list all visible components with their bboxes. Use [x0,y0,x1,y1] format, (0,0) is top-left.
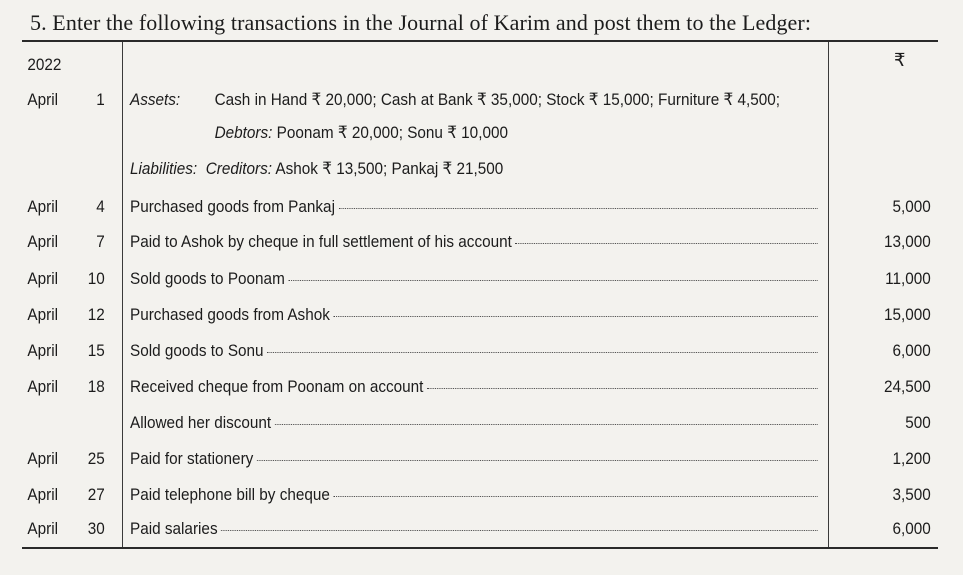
transaction-amount: 5,000 [892,197,931,216]
transaction-description-text: Paid telephone bill by cheque [130,485,330,504]
opening-debtors-row [22,116,938,150]
year-label: 2022 [27,55,62,74]
transaction-amount: 500 [905,413,931,432]
transaction-day: 30 [87,519,105,538]
transaction-row [22,478,938,512]
opening-assets-row [22,83,938,117]
transaction-month: April [27,377,59,396]
dotted-leader [267,351,817,353]
transaction-row [22,190,938,224]
transaction-description-text: Paid for stationery [130,449,254,468]
assets-text: Cash in Hand ₹ 20,000; Cash at Bank ₹ 35,000; Stock ₹ 15,000; Furniture ₹ 4,500; [214,90,781,109]
liabilities-line [130,152,503,186]
transaction-month: April [27,197,59,216]
question-heading: 5. Enter the following transactions in the Journal of Karim and post them to the Ledger: [30,10,812,35]
transaction-description [130,478,817,512]
transaction-day: 27 [87,485,105,504]
transaction-description [130,406,817,440]
transaction-description [130,370,817,404]
transaction-day: 12 [87,305,105,324]
liabilities-label: Liabilities: [130,159,198,178]
dotted-leader [257,459,817,461]
transaction-row [22,225,938,259]
transaction-description-text: Sold goods to Sonu [130,341,264,360]
dotted-leader [221,529,817,531]
transaction-day: 15 [87,341,105,360]
transaction-month: April [27,232,59,251]
transaction-month: April [27,305,59,324]
transaction-description-text: Allowed her discount [130,413,272,432]
transaction-row [22,512,938,546]
transaction-row [22,442,938,476]
opening-day: 1 [96,90,105,109]
transaction-description [130,190,817,224]
creditors-label: Creditors: [205,159,273,178]
debtors-label: Debtors: [214,123,273,142]
dotted-leader [275,423,817,425]
transaction-amount: 3,500 [892,485,931,504]
transaction-description-text: Purchased goods from Pankaj [130,197,335,216]
transaction-amount: 1,200 [892,449,931,468]
transaction-description-text: Purchased goods from Ashok [130,305,330,324]
transaction-description [130,225,817,259]
dotted-leader [515,242,817,244]
transaction-row [22,334,938,368]
transaction-day: 25 [87,449,105,468]
transaction-description [130,298,817,332]
transaction-month: April [27,341,59,360]
opening-month: April [27,90,59,109]
transaction-row [22,406,938,440]
transaction-day: 4 [96,197,105,216]
transaction-description-text: Received cheque from Poonam on account [130,377,424,396]
transaction-amount: 11,000 [885,269,931,288]
debtors-text: Poonam ₹ 20,000; Sonu ₹ 10,000 [276,123,508,142]
transaction-amount: 6,000 [892,341,931,360]
debtors-line [215,116,508,150]
transaction-description [130,512,817,546]
transaction-day: 18 [87,377,105,396]
dotted-leader [333,315,817,317]
dotted-leader [427,387,817,389]
transaction-amount: 13,000 [883,232,931,251]
transaction-description-text: Paid salaries [130,519,218,538]
transaction-amount: 24,500 [883,377,931,396]
assets-label: Assets: [130,90,181,109]
opening-liabilities-row [22,152,938,186]
transaction-month: April [27,449,59,468]
transactions-table [22,40,938,549]
transaction-description-text: Sold goods to Poonam [130,269,285,288]
transaction-row [22,262,938,296]
amount-currency-header: ₹ [894,50,906,70]
transaction-day: 7 [96,232,105,251]
transaction-description [130,334,817,368]
creditors-text: Ashok ₹ 13,500; Pankaj ₹ 21,500 [275,159,504,178]
year-row [22,48,938,82]
transaction-description [130,262,817,296]
transaction-amount: 15,000 [883,305,931,324]
dotted-leader [339,207,818,209]
transaction-day: 10 [87,269,105,288]
transaction-description-text: Paid to Ashok by cheque in full settlement of his account [130,232,512,251]
transaction-month: April [27,485,59,504]
transaction-month: April [27,269,59,288]
transaction-row [22,298,938,332]
dotted-leader [288,279,817,281]
transaction-row [22,370,938,404]
transaction-amount: 6,000 [892,519,931,538]
transaction-month: April [27,519,59,538]
dotted-leader [334,495,818,497]
transaction-description [130,442,817,476]
